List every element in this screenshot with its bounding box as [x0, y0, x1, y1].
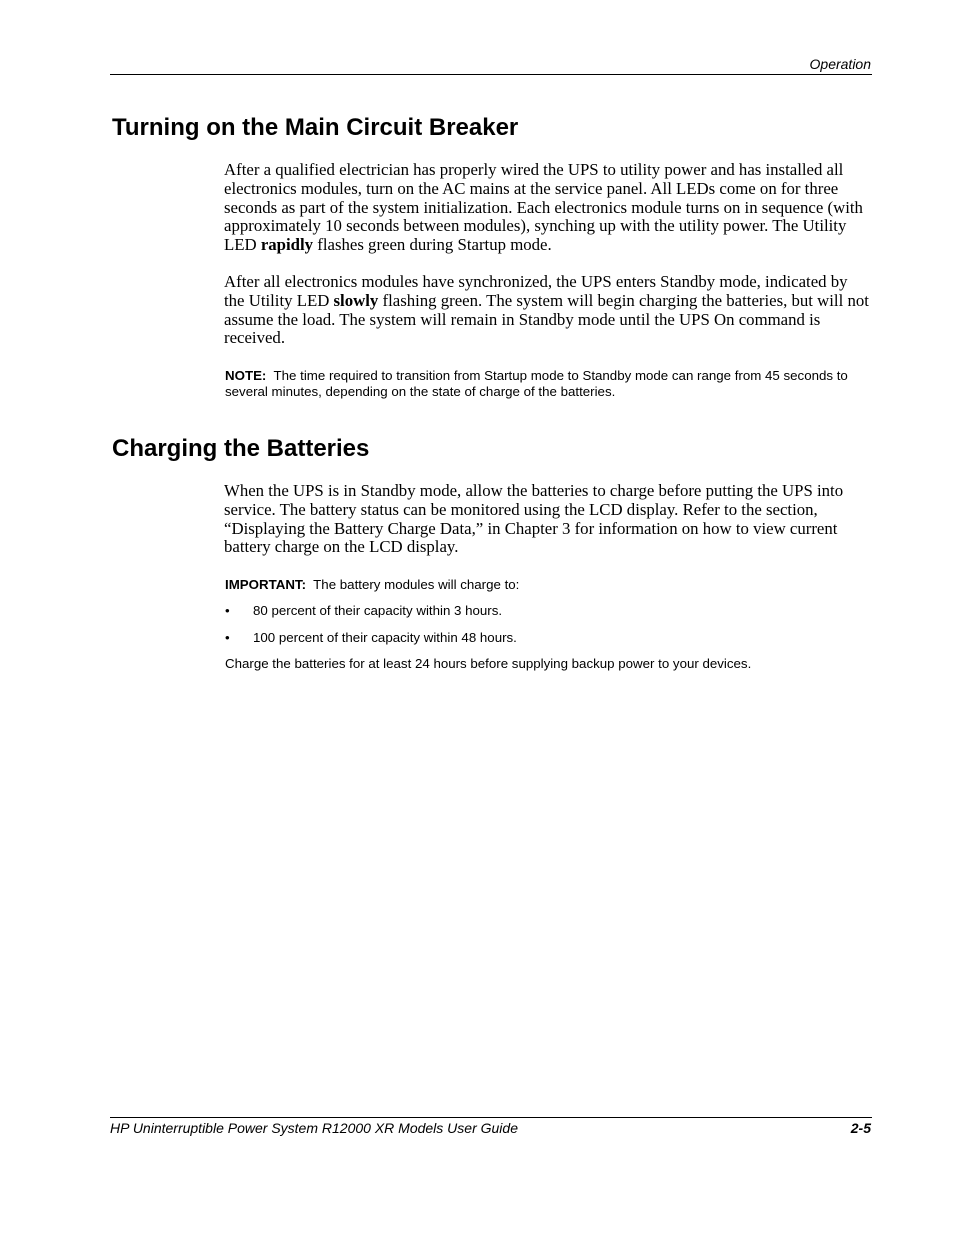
list-item — [225, 630, 517, 646]
section-heading-circuit-breaker: Turning on the Main Circuit Breaker — [112, 114, 519, 141]
section-heading-charging: Charging the Batteries — [112, 435, 370, 462]
emphasis-rapidly: rapidly — [260, 235, 314, 255]
bullet-icon: • — [225, 603, 230, 618]
list-item-text: 80 percent of their capacity within 3 hours. — [253, 603, 503, 618]
paragraph-text: flashes green during Startup mode. — [313, 235, 552, 255]
footer-rule — [110, 1117, 872, 1118]
important-text: The battery modules will charge to: — [313, 577, 520, 592]
paragraph-breaker-1 — [224, 161, 870, 255]
running-header: Operation — [809, 56, 871, 72]
emphasis-slowly: slowly — [333, 290, 379, 310]
bullet-icon: • — [225, 630, 230, 645]
list-item — [225, 603, 502, 619]
paragraph-text: flashing green. The system will begin charging the batteries, but will not assume the load. The system will remain in Standby mode until the UPS On command is received. — [224, 290, 869, 348]
important-block — [225, 577, 873, 593]
paragraph-text: After all electronics modules have synchronized, the UPS enters Standby mode, indicated by the Utility LED — [224, 272, 848, 310]
footer-title: HP Uninterruptible Power System R12000 XR Models User Guide — [110, 1120, 518, 1136]
list-item-text: 100 percent of their capacity within 48 hours. — [253, 630, 517, 645]
header-rule — [110, 74, 872, 75]
closing-paragraph: Charge the batteries for at least 24 hours before supplying backup power to your devices. — [225, 656, 752, 671]
note-label: NOTE: — [225, 368, 267, 383]
important-label: IMPORTANT: — [225, 577, 307, 592]
paragraph-text: After a qualified electrician has properly wired the UPS to utility power and has installed all electronics modules, turn on the AC mains at the service panel. All LEDs come on for three seconds as part of the system initialization. Each electronics module turns on in sequence (with approximately 10 seconds between modules), synching up with the utility power. The Utility LED — [224, 160, 863, 255]
note-block — [225, 368, 873, 400]
paragraph-breaker-2 — [224, 273, 870, 348]
paragraph-charging-1: When the UPS is in Standby mode, allow the batteries to charge before putting the UPS into service. The battery status can be monitored using the LCD display. Refer to the section, “Displaying the Battery Charge Data,” in Chapter 3 for information on how to view current battery charge on the LCD display. — [224, 481, 844, 557]
note-text: The time required to transition from Startup mode to Standby mode can range from 45 seconds to several minutes, depending on the state of charge of the batteries. — [225, 368, 848, 399]
page-number: 2-5 — [850, 1120, 871, 1136]
